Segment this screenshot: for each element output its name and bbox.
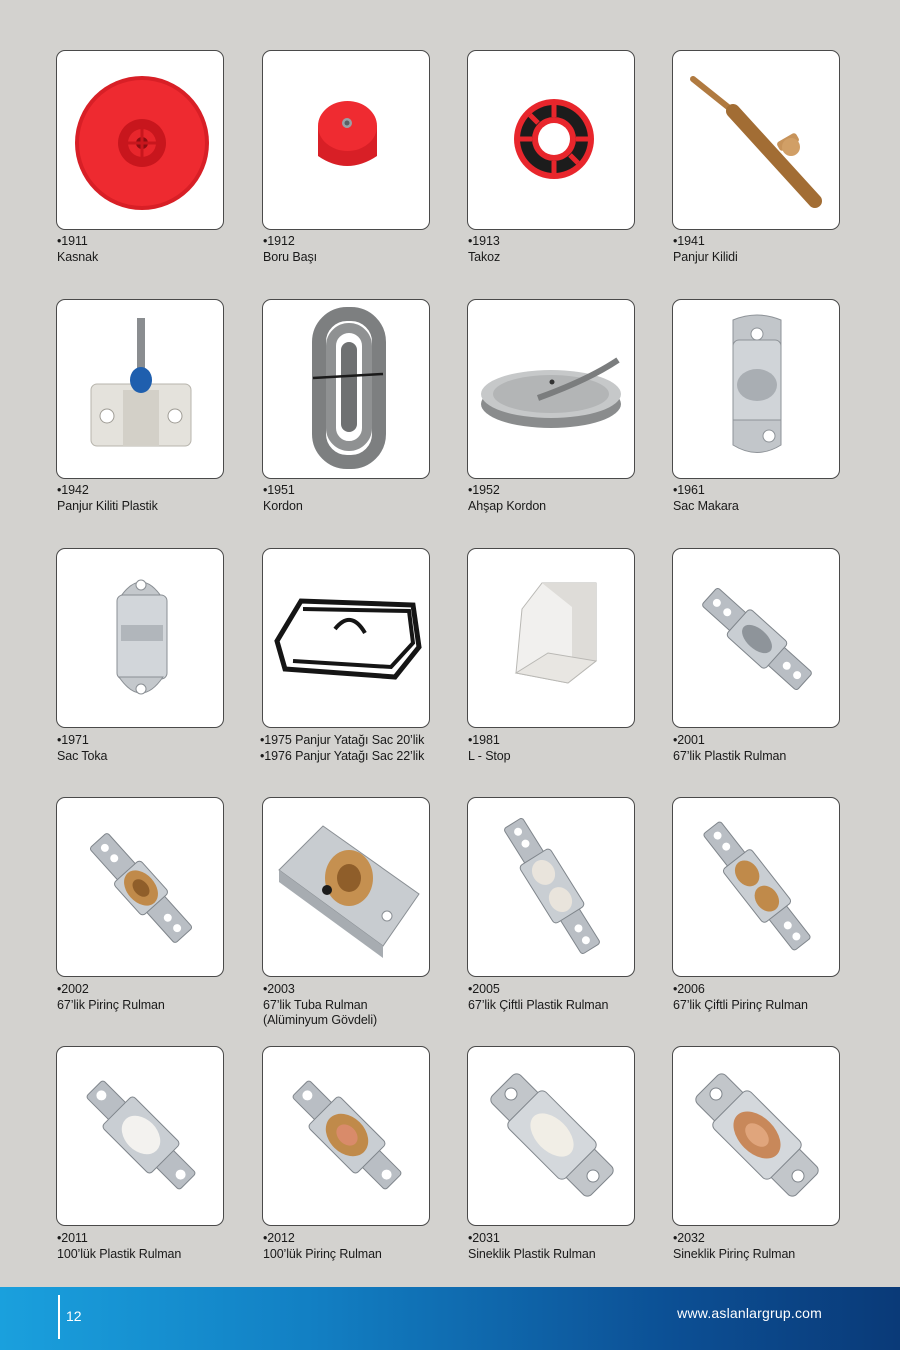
product-caption-1952 (468, 483, 658, 514)
product-caption-1911 (57, 234, 247, 265)
product-name: Sac Toka (57, 748, 108, 763)
red-black-wedge-icon (468, 51, 633, 228)
product-name: 67’lik Tuba Rulman (263, 997, 368, 1012)
product-caption-2001 (673, 733, 863, 764)
product-name: Takoz (468, 249, 501, 264)
product-code: • 2006 (673, 982, 863, 998)
product-card-1951 (262, 299, 430, 479)
product-card-2032 (672, 1046, 840, 1226)
screen-plastic-roller-icon (468, 1047, 633, 1224)
product-caption-1941 (673, 234, 863, 265)
product-name: 100’lük Plastik Rulman (57, 1246, 182, 1261)
product-code-line-1: • 1975 Panjur Yatağı Sac 20’lik (260, 733, 450, 749)
product-name: 100’lük Pirinç Rulman (263, 1246, 382, 1261)
product-name: Sac Makara (673, 498, 739, 513)
product-code: • 1913 (468, 234, 658, 250)
product-card-1942 (56, 299, 224, 479)
product-name: Sineklik Pirinç Rulman (673, 1246, 796, 1261)
product-card-2001 (672, 548, 840, 728)
product-caption-1942 (57, 483, 247, 514)
product-code: • 1961 (673, 483, 863, 499)
product-code-line-2: • 1976 Panjur Yatağı Sac 22’lik (260, 749, 450, 765)
product-card-2006 (672, 797, 840, 977)
product-caption-2003 (263, 982, 453, 1029)
product-code: • 1911 (57, 234, 247, 250)
sheet-buckle-icon (57, 549, 222, 726)
product-name: Panjur Kiliti Plastik (57, 498, 158, 513)
product-caption-2002 (57, 982, 247, 1013)
footer-divider (58, 1295, 60, 1339)
product-code: • 2031 (468, 1231, 658, 1247)
l-stop-icon (468, 549, 633, 726)
product-card-1913 (467, 50, 635, 230)
red-pulley-icon (57, 51, 222, 228)
shutter-bearing-frame-icon (263, 549, 428, 726)
product-caption-2005 (468, 982, 658, 1013)
double-plastic-roller-icon (468, 798, 633, 975)
plastic-roller-icon (673, 549, 838, 726)
product-caption-2012 (263, 1231, 453, 1262)
aluminium-roller-icon (263, 798, 428, 975)
product-caption-2031 (468, 1231, 658, 1262)
product-name-line-2: (Alüminyum Gövdeli) (263, 1013, 378, 1027)
product-card-2003 (262, 797, 430, 977)
product-code: • 2001 (673, 733, 863, 749)
sheet-pulley-icon (673, 300, 838, 477)
coiled-strap-icon (263, 300, 428, 477)
website-link[interactable]: www.aslanlargrup.com (677, 1305, 822, 1321)
product-caption-1912 (263, 234, 453, 265)
red-pipe-end-icon (263, 51, 428, 228)
product-code: • 1942 (57, 483, 247, 499)
product-caption-1961 (673, 483, 863, 514)
product-card-1975 (262, 548, 430, 728)
page-number: 12 (66, 1308, 82, 1324)
product-caption-2011 (57, 1231, 247, 1262)
product-name: Panjur Kilidi (673, 249, 738, 264)
product-card-1912 (262, 50, 430, 230)
product-name: Boru Başı (263, 249, 317, 264)
brass-shutter-lock-icon (673, 51, 838, 228)
product-code: • 1971 (57, 733, 247, 749)
product-code: • 2002 (57, 982, 247, 998)
product-code: • 1981 (468, 733, 658, 749)
product-card-2002 (56, 797, 224, 977)
product-card-2011 (56, 1046, 224, 1226)
product-caption-2032 (673, 1231, 863, 1262)
product-name: Sineklik Plastik Rulman (468, 1246, 596, 1261)
double-brass-roller-icon (673, 798, 838, 975)
plastic-roller-100-icon (57, 1047, 222, 1224)
brass-roller-icon (57, 798, 222, 975)
product-card-1911 (56, 50, 224, 230)
product-code: • 2011 (57, 1231, 247, 1247)
brass-roller-100-icon (263, 1047, 428, 1224)
product-code: • 2003 (263, 982, 453, 998)
product-name: 67’lik Pirinç Rulman (57, 997, 165, 1012)
product-caption-1981 (468, 733, 658, 764)
product-code: • 2032 (673, 1231, 863, 1247)
plastic-shutter-lock-icon (57, 300, 222, 477)
product-code: • 2012 (263, 1231, 453, 1247)
screen-brass-roller-icon (673, 1047, 838, 1224)
product-card-1941 (672, 50, 840, 230)
product-card-2012 (262, 1046, 430, 1226)
product-card-2031 (467, 1046, 635, 1226)
product-name: 67’lik Çiftli Plastik Rulman (468, 997, 609, 1012)
product-card-2005 (467, 797, 635, 977)
product-caption-1975 (260, 733, 450, 764)
product-code: • 1912 (263, 234, 453, 250)
product-code: • 1952 (468, 483, 658, 499)
product-card-1971 (56, 548, 224, 728)
product-card-1981 (467, 548, 635, 728)
product-code: • 2005 (468, 982, 658, 998)
product-caption-1913 (468, 234, 658, 265)
product-caption-2006 (673, 982, 863, 1013)
product-code: • 1951 (263, 483, 453, 499)
page-footer (0, 1287, 900, 1350)
product-name: 67’lik Plastik Rulman (673, 748, 787, 763)
product-name: 67’lik Çiftli Pirinç Rulman (673, 997, 808, 1012)
product-caption-1971 (57, 733, 247, 764)
product-name: Kasnak (57, 249, 99, 264)
product-card-1961 (672, 299, 840, 479)
strap-reel-icon (468, 300, 633, 477)
product-card-1952 (467, 299, 635, 479)
product-code: • 1941 (673, 234, 863, 250)
product-caption-1951 (263, 483, 453, 514)
product-name: L - Stop (468, 748, 511, 763)
product-name: Kordon (263, 498, 303, 513)
product-name: Ahşap Kordon (468, 498, 547, 513)
